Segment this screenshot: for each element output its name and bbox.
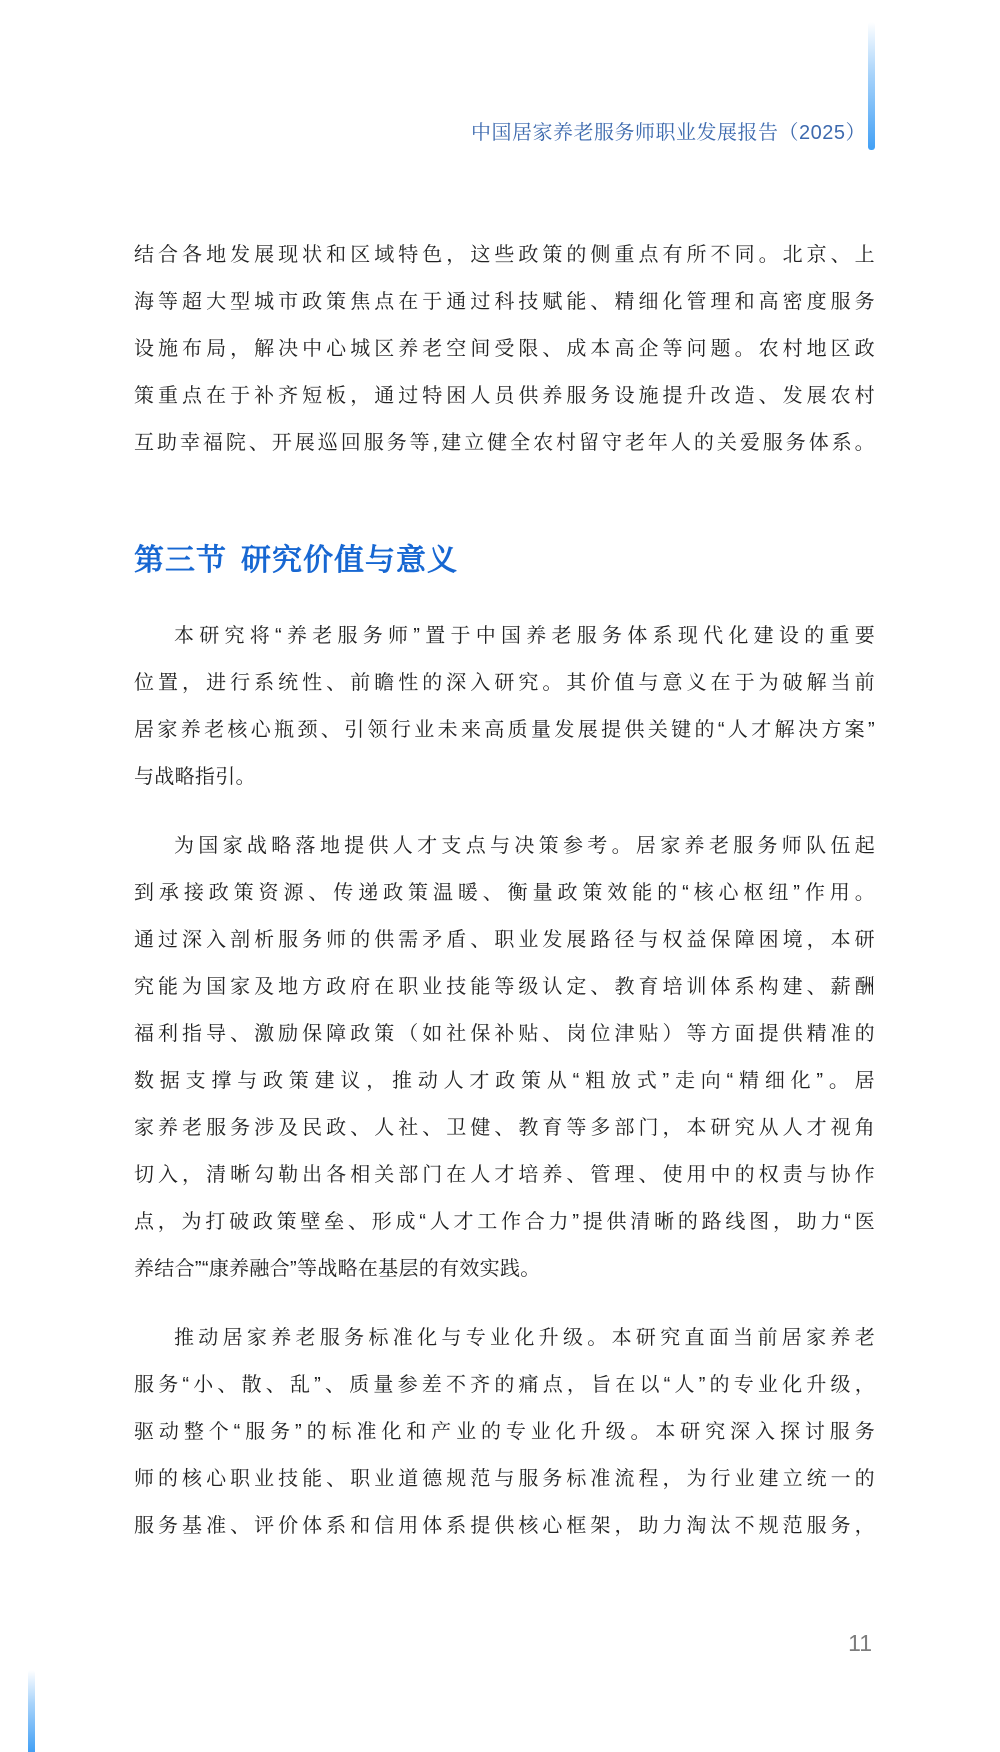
paragraph-line: 推动居家养老服务标准化与专业化升级。本研究直面当前居家养老 [174, 1327, 875, 1349]
paragraph-line: 师的核心职业技能、职业道德规范与服务标准流程，为行业建立统一的 [134, 1468, 875, 1490]
paragraph-line: 服务“小、散、乱”、质量参差不齐的痛点，旨在以“人”的专业化升级， [134, 1374, 875, 1396]
paragraph-line: 位置，进行系统性、前瞻性的深入研究。其价值与意义在于为破解当前 [134, 672, 875, 694]
page-number: 11 [848, 1630, 872, 1656]
paragraph [134, 232, 875, 467]
paragraph-line: 点，为打破政策壁垒、形成“人才工作合力”提供清晰的路线图，助力“医 [134, 1211, 875, 1233]
bottom-accent-bar [28, 1670, 35, 1752]
paragraph-line: 为国家战略落地提供人才支点与决策参考。居家养老服务师队伍起 [174, 835, 875, 857]
paragraph [134, 1315, 875, 1550]
paragraph-line: 家养老服务涉及民政、人社、卫健、教育等多部门，本研究从人才视角 [134, 1117, 875, 1139]
paragraph-line: 结合各地发展现状和区域特色，这些政策的侧重点有所不同。北京、上 [134, 244, 875, 266]
paragraph-line: 驱动整个“服务”的标准化和产业的专业化升级。本研究深入探讨服务 [134, 1421, 875, 1443]
paragraph-line: 服务基准、评价体系和信用体系提供核心框架，助力淘汰不规范服务， [134, 1515, 875, 1537]
page-header-title: 中国居家养老服务师职业发展报告（2025） [471, 122, 866, 144]
paragraph [134, 823, 875, 1293]
paragraph-line: 与战略指引。 [134, 766, 256, 788]
paragraph-line: 切入，清晰勾勒出各相关部门在人才培养、管理、使用中的权责与协作 [134, 1164, 875, 1186]
paragraph-line: 居家养老核心瓶颈、引领行业未来高质量发展提供关键的“人才解决方案” [134, 719, 875, 741]
paragraph-line: 究能为国家及地方政府在职业技能等级认定、教育培训体系构建、薪酬 [134, 976, 875, 998]
page-body [134, 232, 875, 1572]
paragraph-line: 到承接政策资源、传递政策温暖、衡量政策效能的“核心枢纽”作用。 [134, 882, 875, 904]
paragraph-line: 养结合”“康养融合”等战略在基层的有效实践。 [134, 1258, 541, 1280]
section-title: 研究价值与意义 [241, 544, 458, 577]
paragraph-line: 策重点在于补齐短板，通过特困人员供养服务设施提升改造、发展农村 [134, 385, 875, 407]
paragraph-line: 海等超大型城市政策焦点在于通过科技赋能、精细化管理和高密度服务 [134, 291, 875, 313]
paragraph-line: 本研究将“养老服务师”置于中国养老服务体系现代化建设的重要 [174, 625, 875, 647]
paragraph-line: 设施布局，解决中心城区养老空间受限、成本高企等问题。农村地区政 [134, 338, 875, 360]
top-accent-bar [868, 22, 875, 150]
paragraph-line: 互助幸福院、开展巡回服务等,建立健全农村留守老年人的关爱服务体系。 [134, 432, 875, 454]
paragraph [134, 613, 875, 801]
section-heading [134, 541, 875, 581]
paragraph-line: 通过深入剖析服务师的供需矛盾、职业发展路径与权益保障困境，本研 [134, 929, 875, 951]
section-number: 第三节 [134, 544, 227, 577]
paragraph-line: 数据支撑与政策建议，推动人才政策从“粗放式”走向“精细化”。居 [134, 1070, 875, 1092]
paragraph-line: 福利指导、激励保障政策（如社保补贴、岗位津贴）等方面提供精准的 [134, 1023, 875, 1045]
